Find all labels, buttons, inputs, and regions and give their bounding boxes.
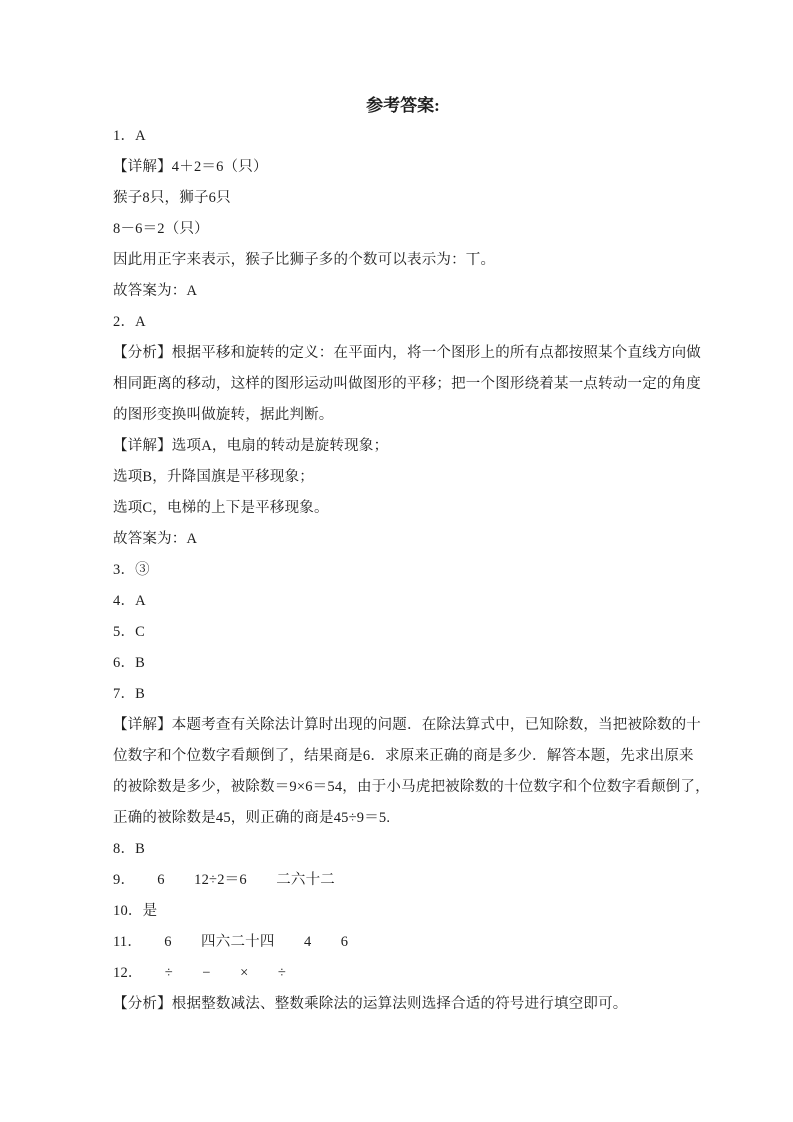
document-content (113, 90, 710, 1020)
text-line: 位数字和个位数字看颠倒了，结果商是6．求原来正确的商是多少．解答本题，先求出原来 (113, 748, 694, 764)
text-line: 的图形变换叫做旋转，据此判断。 (113, 407, 334, 423)
text-line: 【分析】根据平移和旋转的定义：在平面内，将一个图形上的所有点都按照某个直线方向做 (113, 345, 701, 361)
text-line: 因此用正字来表示，猴子比狮子多的个数可以表示为：丅。 (113, 252, 496, 268)
text-line: 故答案为：A (113, 531, 198, 547)
text-line: 8．B (113, 841, 146, 857)
text-line: 正确的被除数是45，则正确的商是45÷9＝5. (113, 810, 391, 826)
text-line: 5．C (113, 624, 146, 640)
text-line: 选项B，升降国旗是平移现象； (113, 469, 314, 485)
text-line: 4．A (113, 593, 146, 609)
text-line: 选项C，电梯的上下是平移现象。 (113, 500, 329, 516)
text-line: 相同距离的移动，这样的图形运动叫做图形的平移；把一个图形绕着某一点转动一定的角度 (113, 376, 701, 392)
text-line: 8－6＝2（只） (113, 221, 209, 237)
text-line: 6．B (113, 655, 146, 671)
text-line: 7．B (113, 686, 146, 702)
text-line: 的被除数是多少，被除数＝9×6＝54，由于小马虎把被除数的十位数字和个位数字看颠倒了， (113, 779, 710, 795)
document-body (113, 121, 710, 1020)
text-line: 12． ÷ − × ÷ (113, 965, 287, 981)
text-line: 【分析】根据整数减法、整数乘除法的运算法则选择合适的符号进行填空即可。 (113, 996, 628, 1012)
text-line: 10．是 (113, 903, 158, 919)
text-line: 9． 6 12÷2＝6 二六十二 (113, 872, 336, 888)
text-line: 故答案为：A (113, 283, 198, 299)
text-line: 【详解】本题考查有关除法计算时出现的问题．在除法算式中，已知除数，当把被除数的十 (113, 717, 701, 733)
text-line: 猴子8只，狮子6只 (113, 190, 231, 206)
text-line: 11． 6 四六二十四 4 6 (113, 934, 349, 950)
text-line: 【详解】4＋2＝6（只） (113, 159, 268, 175)
text-line: 【详解】选项A，电扇的转动是旋转现象； (113, 438, 389, 454)
text-line: 3．③ (113, 562, 150, 578)
text-line: 2．A (113, 314, 146, 330)
page-title: 参考答案: (366, 96, 440, 115)
text-line: 1．A (113, 128, 146, 144)
